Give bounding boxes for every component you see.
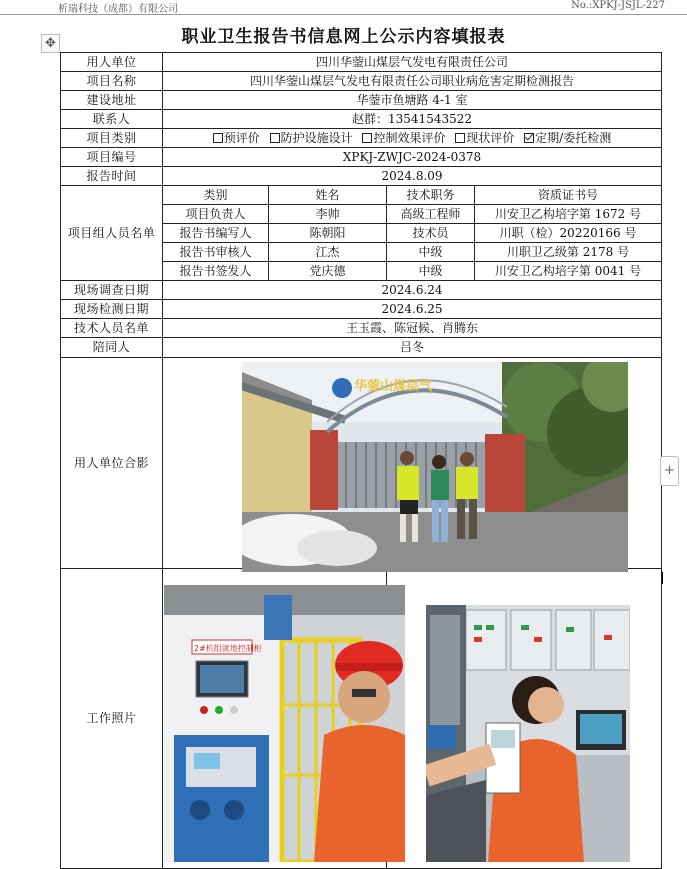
project-name-value: 四川华蓥山煤层气发电有限责任公司职业病危害定期检测报告 xyxy=(163,72,662,91)
category-option-periodic-testing[interactable]: 定期/委托检测 xyxy=(524,131,611,145)
team-cell-role: 报告书签发人 xyxy=(163,262,269,281)
category-option-control-evaluation[interactable]: 控制效果评价 xyxy=(362,131,445,145)
team-cell-role: 项目负责人 xyxy=(163,205,269,224)
row-report-date xyxy=(61,167,662,186)
row-technicians xyxy=(61,319,662,338)
gate-sign-text: 华蓥山煤层气 xyxy=(354,379,433,394)
checkbox-icon[interactable] xyxy=(270,133,280,143)
page-title: 职业卫生报告书信息网上公示内容填报表 xyxy=(181,27,506,47)
work-photos-label: 工作照片 xyxy=(61,569,163,869)
row-contact xyxy=(61,110,662,129)
row-address xyxy=(61,91,662,110)
document-number: No.:XPKJ-JSJL-227 xyxy=(571,0,665,11)
contact-label: 联系人 xyxy=(61,110,163,129)
team-col-header: 技术职务 xyxy=(387,186,475,205)
category-option-protection-design[interactable]: 防护设施设计 xyxy=(270,131,353,145)
group-photo-image xyxy=(242,362,628,572)
team-cell-title: 技术员 xyxy=(387,224,475,243)
company-header: 析瑞科技（成都）有限公司 xyxy=(58,4,178,15)
employer-label: 用人单位 xyxy=(61,53,163,72)
row-category xyxy=(61,129,662,148)
project-name-label: 项目名称 xyxy=(61,72,163,91)
category-option-status-evaluation[interactable]: 现状评价 xyxy=(455,131,514,145)
contact-value: 赵群：13541543522 xyxy=(163,110,662,129)
row-project-no xyxy=(61,148,662,167)
category-options xyxy=(163,129,662,148)
team-cell-role: 报告书审核人 xyxy=(163,243,269,262)
row-test-date xyxy=(61,300,662,319)
report-date-value: 2024.8.09 xyxy=(163,167,662,186)
technicians-label: 技术人员名单 xyxy=(61,319,163,338)
team-cell-name: 李帅 xyxy=(269,205,387,224)
team-cell-name: 陈朝阳 xyxy=(269,224,387,243)
technicians-value: 王玉霞、陈冠候、肖腾东 xyxy=(163,319,662,338)
escort-value: 吕冬 xyxy=(163,338,662,358)
team-cell-cert: 川职（检）20220166 号 xyxy=(475,224,662,243)
add-column-plus-icon[interactable]: + xyxy=(660,456,679,486)
team-col-header: 姓名 xyxy=(269,186,387,205)
row-escort xyxy=(61,338,662,358)
category-label: 项目类别 xyxy=(61,129,163,148)
employer-value: 四川华蓥山煤层气发电有限责任公司 xyxy=(163,53,662,72)
row-project-name xyxy=(61,72,662,91)
team-cell-title: 高级工程师 xyxy=(387,205,475,224)
project-no-value: XPKJ-ZWJC-2024-0378 xyxy=(163,148,662,167)
team-cell-cert: 川安卫乙构培字第 1672 号 xyxy=(475,205,662,224)
group-photo-label: 用人单位合影 xyxy=(61,358,163,569)
table-move-handle-icon[interactable]: ✥ xyxy=(41,34,60,53)
project-no-label: 项目编号 xyxy=(61,148,163,167)
work-photo-measurement-image xyxy=(426,605,630,862)
group-photo xyxy=(242,362,628,572)
team-cell-cert: 川安卫乙构培字第 0041 号 xyxy=(475,262,662,281)
team-cell-name: 党庆德 xyxy=(269,262,387,281)
team-cell-title: 中级 xyxy=(387,262,475,281)
text-cursor xyxy=(662,572,663,584)
team-col-header: 资质证书号 xyxy=(475,186,662,205)
escort-label: 陪同人 xyxy=(61,338,163,358)
checkbox-icon[interactable] xyxy=(213,133,223,143)
team-cell-title: 中级 xyxy=(387,243,475,262)
checkbox-icon[interactable] xyxy=(362,133,372,143)
work-photo-measurement xyxy=(426,605,630,862)
team-col-header: 类别 xyxy=(163,186,269,205)
category-option-pre-evaluation[interactable]: 预评价 xyxy=(213,131,260,145)
team-label: 项目组人员名单 xyxy=(61,186,163,281)
report-date-label: 报告时间 xyxy=(61,167,163,186)
team-header-row xyxy=(61,186,662,205)
team-cell-cert: 川职卫乙级第 2178 号 xyxy=(475,243,662,262)
test-date-label: 现场检测日期 xyxy=(61,300,163,319)
row-survey-date xyxy=(61,281,662,300)
page-header xyxy=(0,0,687,15)
panel-label-text: 2#机组就地控制柜 xyxy=(194,644,262,653)
team-cell-name: 江杰 xyxy=(269,243,387,262)
address-label: 建设地址 xyxy=(61,91,163,110)
work-photo-sampling-image xyxy=(164,585,405,862)
work-photo-sampling xyxy=(164,585,405,862)
survey-date-label: 现场调查日期 xyxy=(61,281,163,300)
test-date-value: 2024.6.25 xyxy=(163,300,662,319)
row-employer xyxy=(61,53,662,72)
survey-date-value: 2024.6.24 xyxy=(163,281,662,300)
team-cell-role: 报告书编写人 xyxy=(163,224,269,243)
address-value: 华蓥市鱼塘路 4-1 室 xyxy=(163,91,662,110)
checked-checkbox-icon[interactable] xyxy=(524,133,534,143)
checkbox-icon[interactable] xyxy=(455,133,465,143)
